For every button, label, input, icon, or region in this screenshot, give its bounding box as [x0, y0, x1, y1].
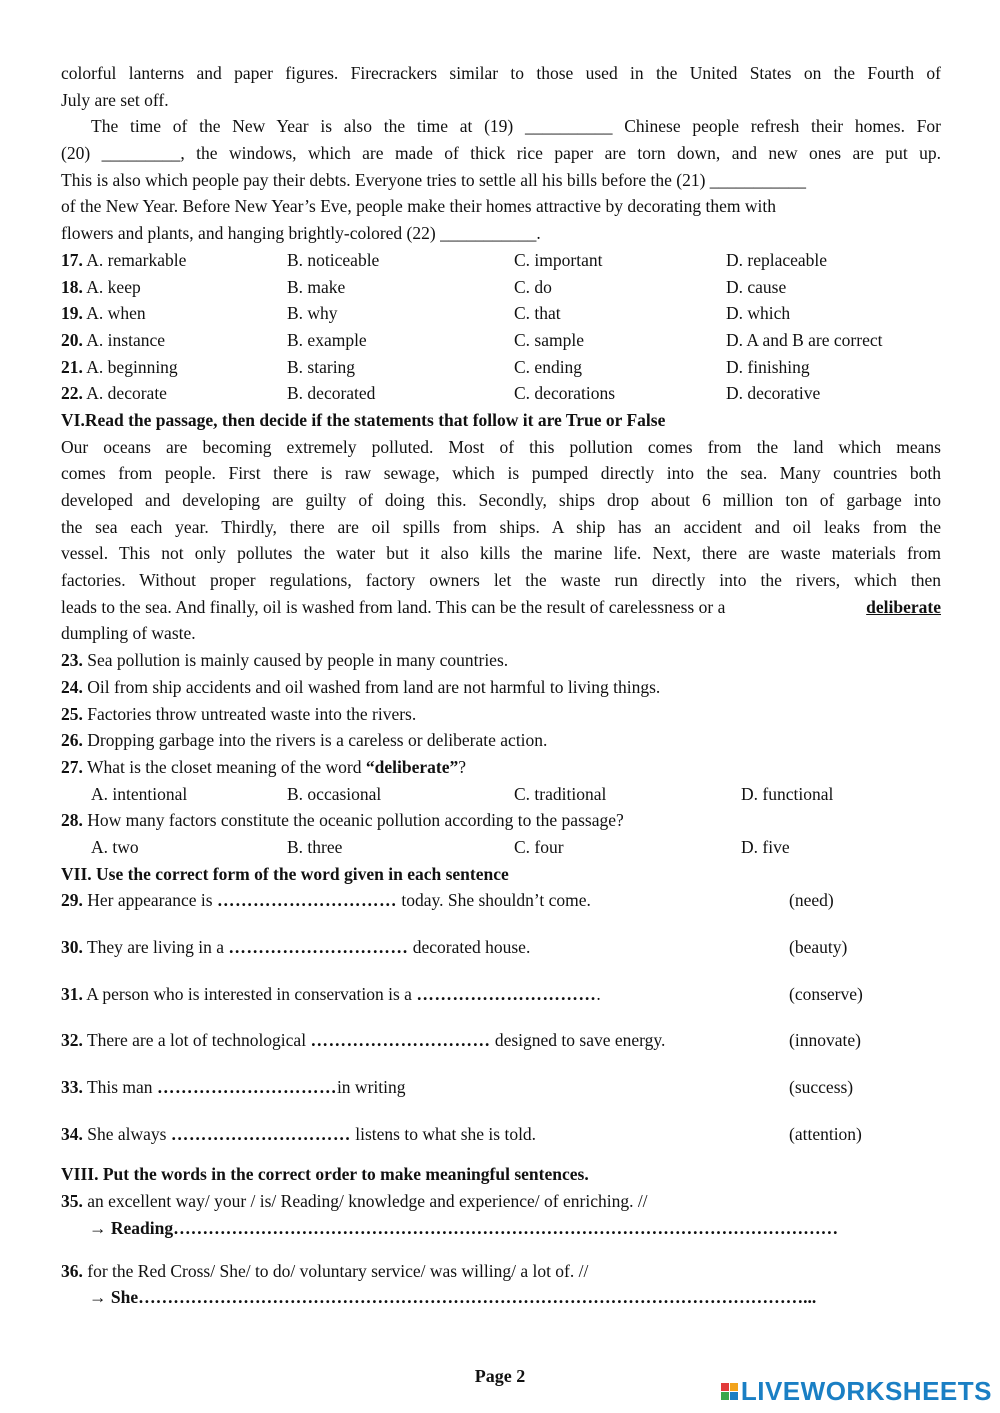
- option-d[interactable]: D. finishing: [726, 356, 810, 377]
- option-a[interactable]: A. intentional: [91, 783, 188, 804]
- question-number: 27.: [61, 756, 83, 777]
- sentence-start: She always: [87, 1123, 171, 1144]
- question-27: [61, 754, 941, 781]
- underlined-word: deliberate: [866, 596, 941, 617]
- option-d[interactable]: D. functional: [741, 783, 834, 804]
- sentence-start: Her appearance is: [87, 890, 217, 911]
- question-number: 23.: [61, 650, 83, 671]
- question-text: How many factors constitute the oceanic pollution according to the passage?: [87, 810, 624, 831]
- sentence-end: .: [596, 983, 601, 1004]
- question-number: 33.: [61, 1077, 83, 1098]
- question-number: 26.: [61, 730, 83, 751]
- reorder-item: [61, 1258, 941, 1285]
- sentence-end: decorated house.: [408, 937, 531, 957]
- option-c[interactable]: C. sample: [514, 329, 584, 350]
- statement-text: Sea pollution is mainly caused by people in many countries.: [87, 650, 509, 671]
- option-c[interactable]: C. that: [514, 303, 561, 324]
- passage-top: [61, 60, 941, 247]
- option-b[interactable]: B. staring: [287, 356, 356, 377]
- mc-row: [61, 354, 941, 381]
- mc-row: [61, 781, 941, 808]
- word-hint: (conserve): [789, 983, 863, 1004]
- question-number: 29.: [61, 890, 83, 911]
- answer-blank[interactable]: …………………………: [228, 937, 409, 957]
- reorder-item: [61, 1188, 941, 1215]
- liveworksheets-logo: [721, 1376, 992, 1407]
- answer-blank[interactable]: …………………………: [170, 1123, 351, 1144]
- reorder-words: an excellent way/ your / is/ Reading/ knowledge and experience/ of enriching. //: [87, 1191, 648, 1212]
- statement-text: Oil from ship accidents and oil washed from land are not harmful to living things.: [87, 676, 661, 697]
- passage-ocean: [61, 434, 941, 648]
- question-number: 22.: [61, 383, 83, 404]
- option-c[interactable]: C. important: [514, 249, 603, 270]
- option-b[interactable]: B. why: [287, 303, 338, 324]
- answer-blank[interactable]: …………………………: [310, 1030, 491, 1051]
- word-form-item: [61, 981, 941, 1008]
- sentence-start: There are a lot of technological: [86, 1030, 311, 1051]
- sentence-start: They are living in a: [86, 937, 229, 957]
- passage-line: Our oceans are becoming extremely polluted. Most of this pollution comes from the land which means: [61, 436, 941, 457]
- word-hint: (need): [789, 890, 834, 911]
- question-number: 19.: [61, 303, 83, 324]
- mc-row: [61, 327, 941, 354]
- answer-blank[interactable]: …………………………: [216, 890, 397, 911]
- sentence-end: in writing: [336, 1077, 406, 1098]
- option-c[interactable]: C. decorations: [514, 383, 616, 404]
- page-number: Page 2: [474, 1366, 526, 1386]
- mc-row: [61, 300, 941, 327]
- option-c[interactable]: C. ending: [514, 356, 583, 377]
- passage-line-text: leads to the sea. And finally, oil is washed from land. This can be the result of carelessness or a: [61, 596, 726, 617]
- question-number: 32.: [61, 1030, 83, 1051]
- option-c[interactable]: C. four: [514, 836, 564, 857]
- sentence-end: designed to save energy.: [490, 1030, 666, 1051]
- worksheet-page: [61, 60, 941, 1311]
- question-text-end: ?: [458, 756, 467, 777]
- option-a[interactable]: A. keep: [86, 276, 141, 297]
- section-heading-viii: VIII. Put the words in the correct order to make meaningful sentences.: [61, 1164, 589, 1185]
- question-number: 36.: [61, 1260, 83, 1281]
- answer-line[interactable]: → She……………………………………………………………………………………………………...: [89, 1287, 817, 1308]
- passage-line: The time of the New Year is also the time at (19) __________ Chinese people refresh their homes. For: [91, 116, 941, 137]
- statement-item: [61, 701, 941, 728]
- mc-row: [61, 247, 941, 274]
- mc-row: [61, 834, 941, 861]
- word-form-item: [61, 1027, 941, 1054]
- option-d[interactable]: D. cause: [726, 276, 787, 297]
- section-heading-vii: VII. Use the correct form of the word given in each sentence: [61, 863, 509, 884]
- passage-line: dumpling of waste.: [61, 623, 196, 644]
- passage-line: (20) _________, the windows, which are made of thick rice paper are torn down, and new ones are put up.: [61, 143, 941, 164]
- option-b[interactable]: B. three: [287, 836, 343, 857]
- option-a[interactable]: A. decorate: [86, 383, 167, 404]
- statement-text: Dropping garbage into the rivers is a careless or deliberate action.: [87, 730, 548, 751]
- option-b[interactable]: B. noticeable: [287, 249, 380, 270]
- sentence-start: A person who is interested in conservation is a: [86, 983, 417, 1004]
- statement-item: [61, 727, 941, 754]
- statement-item: [61, 647, 941, 674]
- mc-row: [61, 274, 941, 301]
- question-number: 25.: [61, 703, 83, 724]
- option-d[interactable]: D. five: [741, 836, 790, 857]
- question-number: 35.: [61, 1191, 83, 1212]
- answer-blank[interactable]: …………………………: [156, 1077, 337, 1098]
- option-a[interactable]: A. remarkable: [86, 249, 187, 270]
- question-keyword: “deliberate”: [365, 756, 459, 777]
- passage-line: flowers and plants, and hanging brightly-colored (22) ___________.: [61, 223, 541, 244]
- question-text: What is the closet meaning of the word: [86, 756, 366, 777]
- passage-line: This is also which people pay their debts. Everyone tries to settle all his bills before the (21) ___________: [61, 169, 807, 190]
- question-28: [61, 807, 941, 834]
- word-hint: (beauty): [789, 937, 848, 957]
- question-number: 21.: [61, 356, 83, 377]
- question-number: 31.: [61, 983, 83, 1004]
- question-number: 17.: [61, 249, 83, 270]
- sentence-end: today. She shouldn’t come.: [396, 890, 591, 911]
- word-hint: (attention): [789, 1123, 862, 1144]
- sentence-start: This man: [86, 1077, 157, 1098]
- statement-item: [61, 674, 941, 701]
- statement-text: Factories throw untreated waste into the rivers.: [87, 703, 417, 724]
- word-form-item: [61, 887, 941, 914]
- passage-line: developed and developing are guilty of doing this. Secondly, ships drop about 6 million ton of garbage into: [61, 490, 941, 510]
- word-hint: (success): [789, 1077, 854, 1098]
- passage-line: of the New Year. Before New Year’s Eve, people make their homes attractive by decorating them with: [61, 196, 777, 217]
- word-hint: (innovate): [789, 1030, 861, 1051]
- question-number: 30.: [61, 937, 83, 957]
- answer-blank[interactable]: …………………………: [416, 983, 597, 1004]
- passage-line: comes from people. First there is raw sewage, which is pumped directly into the sea. Many countries both: [61, 463, 941, 484]
- answer-line[interactable]: → Reading……………………………………………………………………………………………………: [89, 1217, 839, 1238]
- passage-line: vessel. This not only pollutes the water but it also kills the marine life. Next, there are waste materials from: [61, 543, 941, 564]
- passage-line: the sea each year. Thirdly, there are oil spills from ships. A ship has an accident and oil leaks from the: [61, 516, 941, 537]
- word-form-item: [61, 934, 941, 961]
- question-number: 34.: [61, 1123, 83, 1144]
- passage-line: colorful lanterns and paper figures. Firecrackers similar to those used in the United States on the Fourth of: [61, 63, 941, 83]
- option-c[interactable]: C. traditional: [514, 783, 607, 804]
- question-number: 24.: [61, 676, 83, 697]
- option-b[interactable]: B. decorated: [287, 383, 376, 404]
- logo-grid-icon: [721, 1383, 738, 1400]
- option-a[interactable]: A. two: [91, 836, 139, 857]
- section-heading-vi: VI.Read the passage, then decide if the statements that follow it are True or False: [61, 409, 666, 430]
- mc-questions: [61, 247, 941, 407]
- option-a[interactable]: A. beginning: [86, 356, 178, 377]
- option-d[interactable]: D. decorative: [726, 383, 821, 404]
- option-d[interactable]: D. A and B are correct: [726, 329, 883, 350]
- question-number: 20.: [61, 329, 83, 350]
- option-d[interactable]: D. replaceable: [726, 249, 828, 270]
- reorder-words: for the Red Cross/ She/ to do/ voluntary service/ was willing/ a lot of. //: [87, 1260, 589, 1281]
- option-c[interactable]: C. do: [514, 276, 552, 297]
- option-a[interactable]: A. instance: [86, 329, 166, 350]
- passage-line: [61, 594, 941, 621]
- option-a[interactable]: A. when: [86, 303, 146, 324]
- logo-text: LIVEWORKSHEETS: [740, 1376, 992, 1406]
- passage-line: factories. Without proper regulations, factory owners let the waste run directly into the rivers, which then: [61, 570, 941, 591]
- sentence-end: listens to what she is told.: [350, 1123, 537, 1144]
- word-form-item: [61, 1121, 941, 1148]
- option-b[interactable]: B. make: [287, 276, 346, 297]
- passage-line: July are set off.: [61, 89, 169, 110]
- word-form-item: [61, 1074, 941, 1101]
- option-b[interactable]: B. occasional: [287, 783, 382, 804]
- option-b[interactable]: B. example: [287, 329, 367, 350]
- question-number: 18.: [61, 276, 83, 297]
- option-d[interactable]: D. which: [726, 303, 791, 324]
- question-number: 28.: [61, 810, 83, 831]
- mc-row: [61, 380, 941, 407]
